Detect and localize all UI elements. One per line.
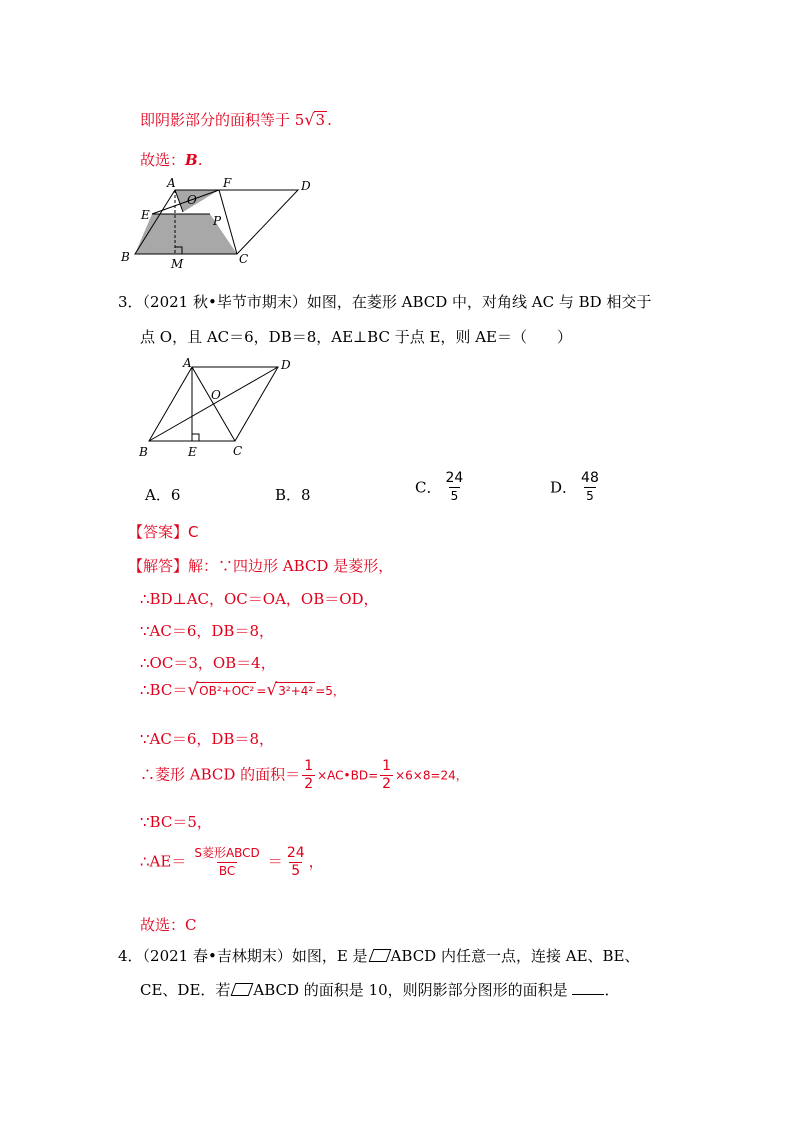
sqrt-symbol: √	[187, 680, 199, 700]
step-7-prefix: ∴菱形 ABCD 的面积＝	[140, 765, 301, 784]
choose-label: 故选：	[140, 151, 186, 169]
analysis-line	[128, 556, 393, 576]
sqrt-symbol: √	[266, 680, 278, 700]
prev-answer-line	[140, 150, 202, 170]
q3-stem-line2: 点 O，且 AC＝6，DB＝8，AE⊥BC 于点 E，则 AE＝（ ）	[140, 328, 572, 346]
step-4: ∴OC＝3，OB＝4，	[140, 654, 276, 672]
result-fraction-den: 5	[291, 863, 301, 879]
parallelogram-icon	[231, 983, 254, 996]
option-c[interactable]	[415, 470, 467, 505]
label-p: P	[213, 214, 222, 228]
step-5	[140, 680, 345, 701]
step-7-mid: ×AC•BD=	[317, 768, 379, 783]
label-c: C	[239, 252, 249, 266]
period: .	[327, 111, 332, 129]
step-5-prefix: ∴BC＝	[140, 681, 188, 699]
option-letter: C．	[415, 478, 442, 497]
radical-1: OB²+OC²	[199, 684, 255, 698]
answer-tag: 【答案】	[128, 523, 189, 541]
step-9	[140, 845, 324, 880]
answer-blank[interactable]	[572, 980, 604, 995]
period: .	[197, 151, 203, 169]
option-a[interactable]	[145, 485, 180, 505]
q4-text-2b: ABCD 的面积是 10，则阴影部分图形的面积是	[253, 981, 568, 999]
area-fraction-den: BC	[218, 864, 236, 878]
label-d: D	[301, 179, 311, 193]
label-o: O	[211, 388, 221, 402]
step-7-tail: ×6×8=24，	[395, 768, 468, 783]
step-2: ∴BD⊥AC，OC＝OA，OB＝OD，	[140, 590, 379, 608]
label-f: F	[223, 176, 232, 190]
parallelogram-icon	[368, 949, 391, 962]
label-c: C	[233, 444, 243, 458]
option-fraction-den: 5	[586, 489, 594, 503]
label-b: B	[121, 250, 130, 264]
label-d: D	[281, 358, 291, 372]
label-m: M	[171, 257, 184, 270]
shade-area-text: 即阴影部分的面积等于 5	[140, 111, 305, 129]
shade-area-line	[140, 110, 332, 130]
q3-stem-line1	[118, 292, 651, 312]
q3-stem-text1: （2021 秋•毕节市期末）如图，在菱形 ABCD 中，对角线 AC 与 BD 相交于	[142, 293, 652, 311]
frac-2-num: 1	[382, 758, 392, 774]
q4-number: 4．	[118, 947, 143, 965]
q3-number: 3．	[118, 293, 143, 311]
area-fraction-num: S菱形ABCD	[194, 846, 260, 860]
option-letter: B．	[275, 486, 302, 504]
label-a: A	[183, 356, 192, 370]
label-a: A	[167, 176, 176, 190]
step-8: ∵BC＝5，	[140, 813, 212, 831]
sqrt-symbol: √	[304, 110, 315, 129]
step-6: ∵AC＝6，DB＝8，	[140, 730, 274, 748]
period: ．	[604, 981, 620, 999]
option-value: 8	[301, 486, 311, 504]
step-3: ∵AC＝6，DB＝8，	[140, 622, 274, 640]
radicand: 3	[315, 111, 326, 129]
result: =5，	[315, 684, 345, 698]
option-value: 6	[170, 486, 181, 504]
step-1: 解：∵四边形 ABCD 是菱形，	[188, 557, 394, 575]
equals: =	[256, 684, 267, 698]
option-d[interactable]	[550, 470, 603, 505]
diagonal-bd	[149, 367, 278, 441]
label-e: E	[141, 208, 150, 222]
option-letter: A．	[145, 486, 171, 504]
frac-2-den: 2	[382, 776, 392, 792]
answer-value: C	[188, 523, 199, 541]
right-angle-mark	[192, 434, 199, 441]
q4-text-2a: CE、DE．若	[140, 981, 231, 999]
step-10: 故选：C	[140, 916, 197, 934]
q4-text-1b: ABCD 内任意一点，连接 AE、BE、	[390, 947, 640, 965]
label-o: O	[187, 193, 197, 207]
analysis-tag: 【解答】	[128, 557, 189, 575]
q4-text-1a: （2021 春•吉林期末）如图，E 是	[142, 947, 368, 965]
q4-stem-line1	[118, 946, 640, 966]
step-7	[140, 758, 468, 793]
q4-stem-line2	[140, 980, 619, 1000]
label-b: B	[139, 445, 148, 459]
result-fraction-num: 24	[286, 845, 305, 861]
answer-line	[128, 522, 199, 542]
option-letter: D．	[550, 478, 578, 497]
chosen-letter: B	[185, 151, 198, 169]
radical-2: 3²+4²	[278, 684, 314, 698]
option-fraction-den: 5	[450, 489, 459, 503]
step-9-prefix: ∴AE＝	[140, 852, 187, 871]
option-fraction-num: 48	[581, 470, 599, 486]
option-fraction-num: 24	[445, 470, 464, 486]
figure-parallelogram-shaded	[115, 175, 315, 270]
label-e: E	[188, 445, 197, 459]
comma: ，	[308, 852, 324, 871]
frac-1-num: 1	[304, 758, 314, 774]
frac-1-den: 2	[304, 776, 314, 792]
option-b[interactable]	[275, 485, 311, 505]
equals: ＝	[267, 852, 283, 871]
figure-rhombus	[135, 355, 295, 465]
shaded-lower-region	[135, 214, 237, 254]
